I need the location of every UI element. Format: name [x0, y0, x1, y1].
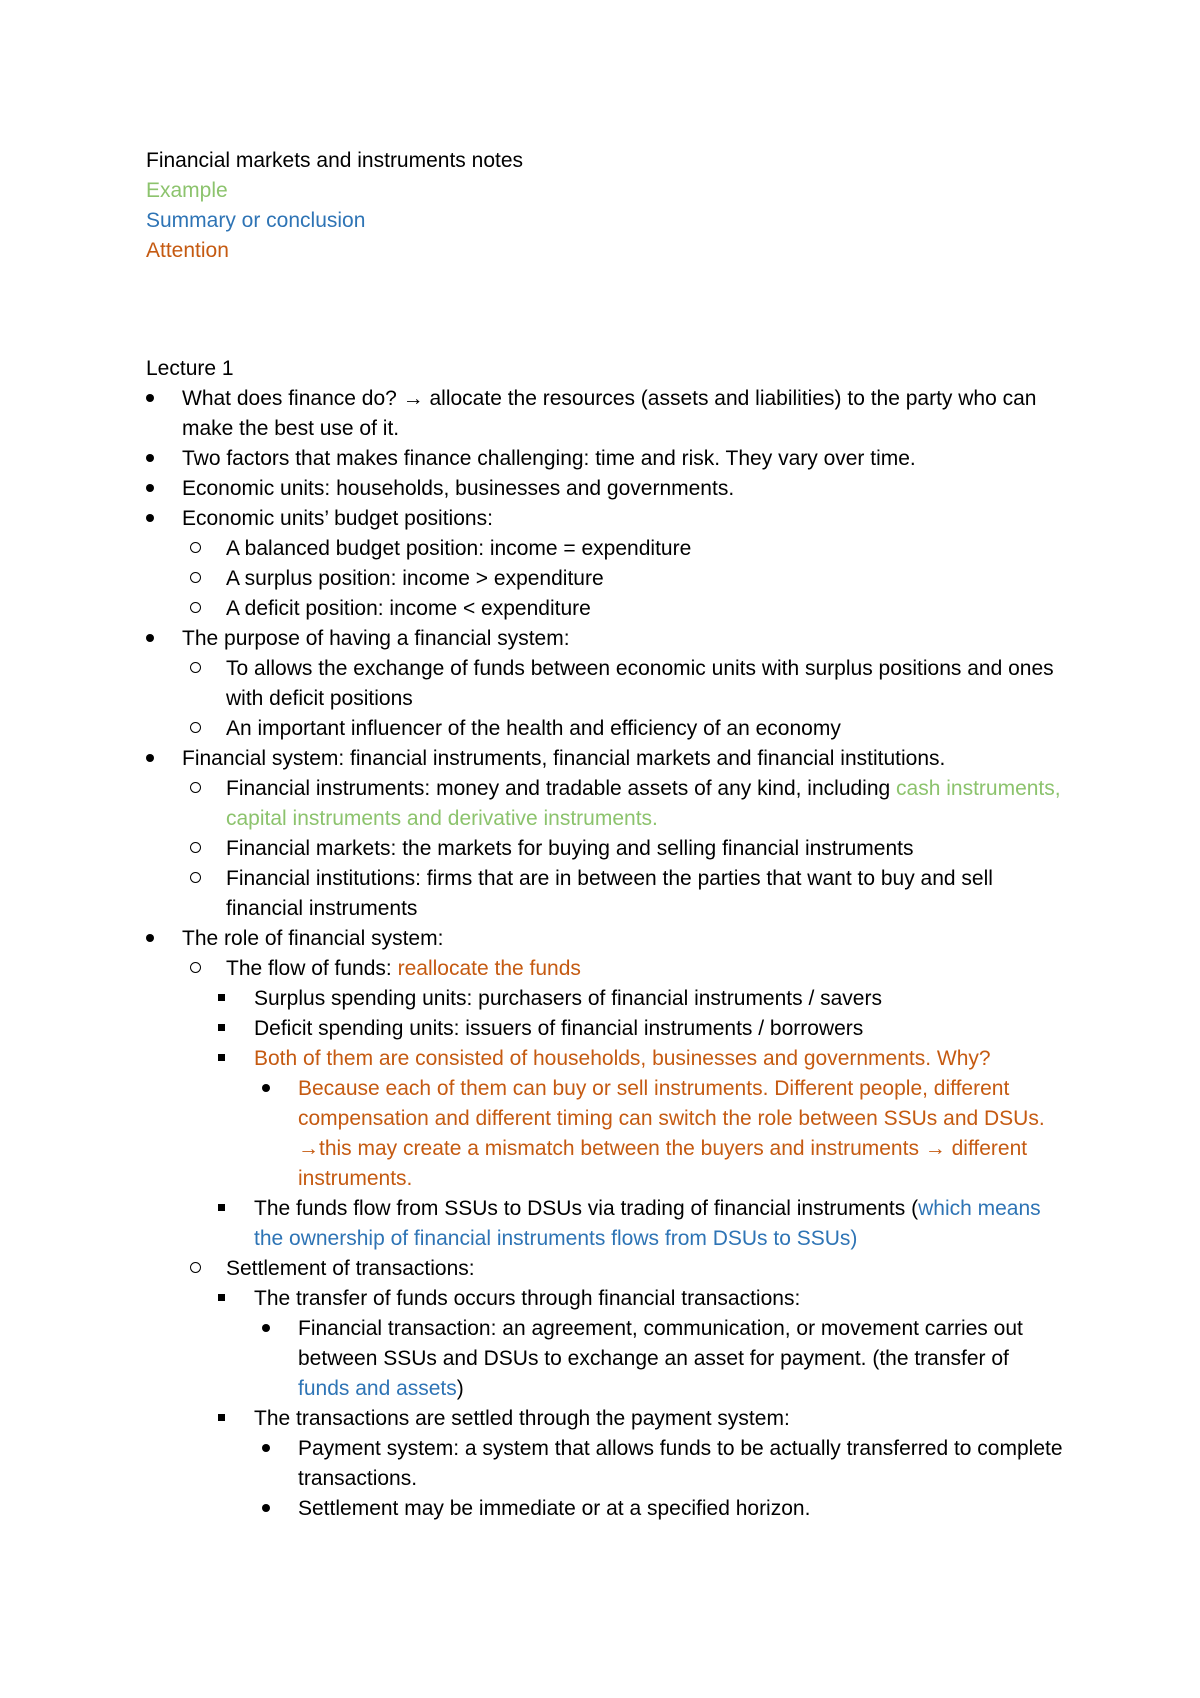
- bullet-dot-icon: [146, 474, 154, 504]
- item-text: A deficit position: income < expenditure: [226, 597, 591, 620]
- item-text: To allows the exchange of funds between economic units with surplus positions and ones with deficit positions: [226, 657, 1054, 710]
- list-item: [146, 744, 1066, 774]
- list-item: [146, 1284, 1066, 1314]
- list-item: [146, 954, 1066, 984]
- attention-highlight: Both of them are consisted of households, businesses and governments. Why?: [254, 1047, 991, 1070]
- item-text: allocate the resources (assets and liabilities) to the party who can make the best use of it.: [182, 387, 1037, 440]
- bullet-dot-icon: [146, 504, 154, 534]
- list-item: [146, 1074, 1066, 1194]
- list-item: [146, 534, 1066, 564]
- bullet-dot-icon: [262, 1074, 270, 1104]
- bullet-dot-icon: [146, 384, 154, 414]
- item-text: The transfer of funds occurs through financial transactions:: [254, 1287, 801, 1310]
- item-text: The role of financial system:: [182, 927, 444, 950]
- bullet-dot-icon: [262, 1314, 270, 1344]
- bullet-square-icon: [218, 1404, 225, 1434]
- list-item: [146, 504, 1066, 534]
- lecture-title: Lecture 1: [146, 357, 234, 380]
- item-text: Economic units’ budget positions:: [182, 507, 493, 530]
- bullet-circle-icon: [190, 834, 201, 864]
- item-text: Two factors that makes finance challenging: time and risk. They vary over time.: [182, 447, 916, 470]
- bullet-dot-icon: [146, 924, 154, 954]
- list-item: [146, 714, 1066, 744]
- bullet-circle-icon: [190, 594, 201, 624]
- item-text: Settlement may be immediate or at a specified horizon.: [298, 1497, 811, 1520]
- item-text: Financial transaction: an agreement, communication, or movement carries out between SSUs and DSUs to exchange an asset for payment. (the transfer of: [298, 1317, 1023, 1370]
- item-text: ): [456, 1377, 464, 1400]
- item-text: Financial institutions: firms that are in between the parties that want to buy and sell financial instruments: [226, 867, 993, 920]
- bullet-circle-icon: [190, 954, 201, 984]
- item-text: Financial system: financial instruments, financial markets and financial institutions.: [182, 747, 946, 770]
- item-text: The purpose of having a financial system:: [182, 627, 570, 650]
- list-item: [146, 1194, 1066, 1254]
- legend-attention: Attention: [146, 239, 229, 262]
- list-item: [146, 1254, 1066, 1284]
- list-item: [146, 1494, 1066, 1524]
- list-item: [146, 474, 1066, 504]
- document-title: Financial markets and instruments notes: [146, 149, 524, 172]
- list-item: [146, 1014, 1066, 1044]
- item-text: A balanced budget position: income = expenditure: [226, 537, 692, 560]
- item-text: Settlement of transactions:: [226, 1257, 475, 1280]
- list-item: [146, 624, 1066, 654]
- legend-example: Example: [146, 179, 228, 202]
- bullet-circle-icon: [190, 654, 201, 684]
- list-item: [146, 1314, 1066, 1404]
- bullet-square-icon: [218, 1014, 225, 1044]
- bullet-circle-icon: [190, 564, 201, 594]
- example-highlight: cash instruments, capital instruments and derivative instruments.: [226, 777, 1061, 830]
- document-header: [146, 146, 523, 266]
- arrow-icon: →: [402, 387, 424, 410]
- bullet-circle-icon: [190, 774, 201, 804]
- bullet-dot-icon: [146, 624, 154, 654]
- item-text: The flow of funds:: [226, 957, 398, 980]
- attention-highlight: different instruments.: [298, 1137, 1028, 1190]
- arrow-icon: →: [298, 1137, 319, 1160]
- list-item: [146, 834, 1066, 864]
- item-text: Deficit spending units: issuers of financial instruments / borrowers: [254, 1017, 864, 1040]
- legend-summary: Summary or conclusion: [146, 209, 366, 232]
- list-item: [146, 654, 1066, 714]
- item-text: The funds flow from SSUs to DSUs via trading of financial instruments (: [254, 1197, 919, 1220]
- item-text: Surplus spending units: purchasers of financial instruments / savers: [254, 987, 882, 1010]
- bullet-circle-icon: [190, 534, 201, 564]
- item-text: Financial instruments: money and tradable assets of any kind, including: [226, 777, 897, 800]
- list-item: [146, 1404, 1066, 1434]
- bullet-circle-icon: [190, 714, 201, 744]
- item-text: An important influencer of the health and efficiency of an economy: [226, 717, 841, 740]
- bullet-square-icon: [218, 984, 225, 1014]
- bullet-circle-icon: [190, 864, 201, 894]
- list-item: [146, 924, 1066, 954]
- bullet-square-icon: [218, 1284, 225, 1314]
- bullet-dot-icon: [146, 744, 154, 774]
- bullet-dot-icon: [146, 444, 154, 474]
- item-text: The transactions are settled through the payment system:: [254, 1407, 790, 1430]
- item-text: A surplus position: income > expenditure: [226, 567, 604, 590]
- bullet-list: [146, 384, 1066, 1524]
- list-item: [146, 594, 1066, 624]
- arrow-icon: →: [924, 1137, 946, 1160]
- attention-highlight: Because each of them can buy or sell instruments. Different people, different compensation and different timing can switch the role between SSUs and DSUs.: [298, 1077, 1045, 1130]
- list-item: [146, 984, 1066, 1014]
- list-item: [146, 1044, 1066, 1074]
- attention-highlight: reallocate the funds: [397, 957, 581, 980]
- list-item: [146, 774, 1066, 834]
- list-item: [146, 384, 1066, 444]
- bullet-square-icon: [218, 1194, 225, 1224]
- lecture-notes: [146, 354, 1066, 1524]
- bullet-circle-icon: [190, 1254, 201, 1284]
- list-item: [146, 864, 1066, 924]
- bullet-dot-icon: [262, 1494, 270, 1524]
- item-text: What does finance do?: [182, 387, 403, 410]
- item-text: Financial markets: the markets for buying and selling financial instruments: [226, 837, 914, 860]
- list-item: [146, 564, 1066, 594]
- list-item: [146, 444, 1066, 474]
- bullet-dot-icon: [262, 1434, 270, 1464]
- list-item: [146, 1434, 1066, 1494]
- item-text: Payment system: a system that allows funds to be actually transferred to complete transactions.: [298, 1437, 1063, 1490]
- summary-highlight: which means the ownership of financial instruments flows from DSUs to SSUs): [254, 1197, 1041, 1250]
- bullet-square-icon: [218, 1044, 225, 1074]
- attention-highlight: this may create a mismatch between the buyers and instruments: [319, 1137, 925, 1160]
- summary-highlight: funds and assets: [298, 1377, 457, 1400]
- item-text: Economic units: households, businesses and governments.: [182, 477, 735, 500]
